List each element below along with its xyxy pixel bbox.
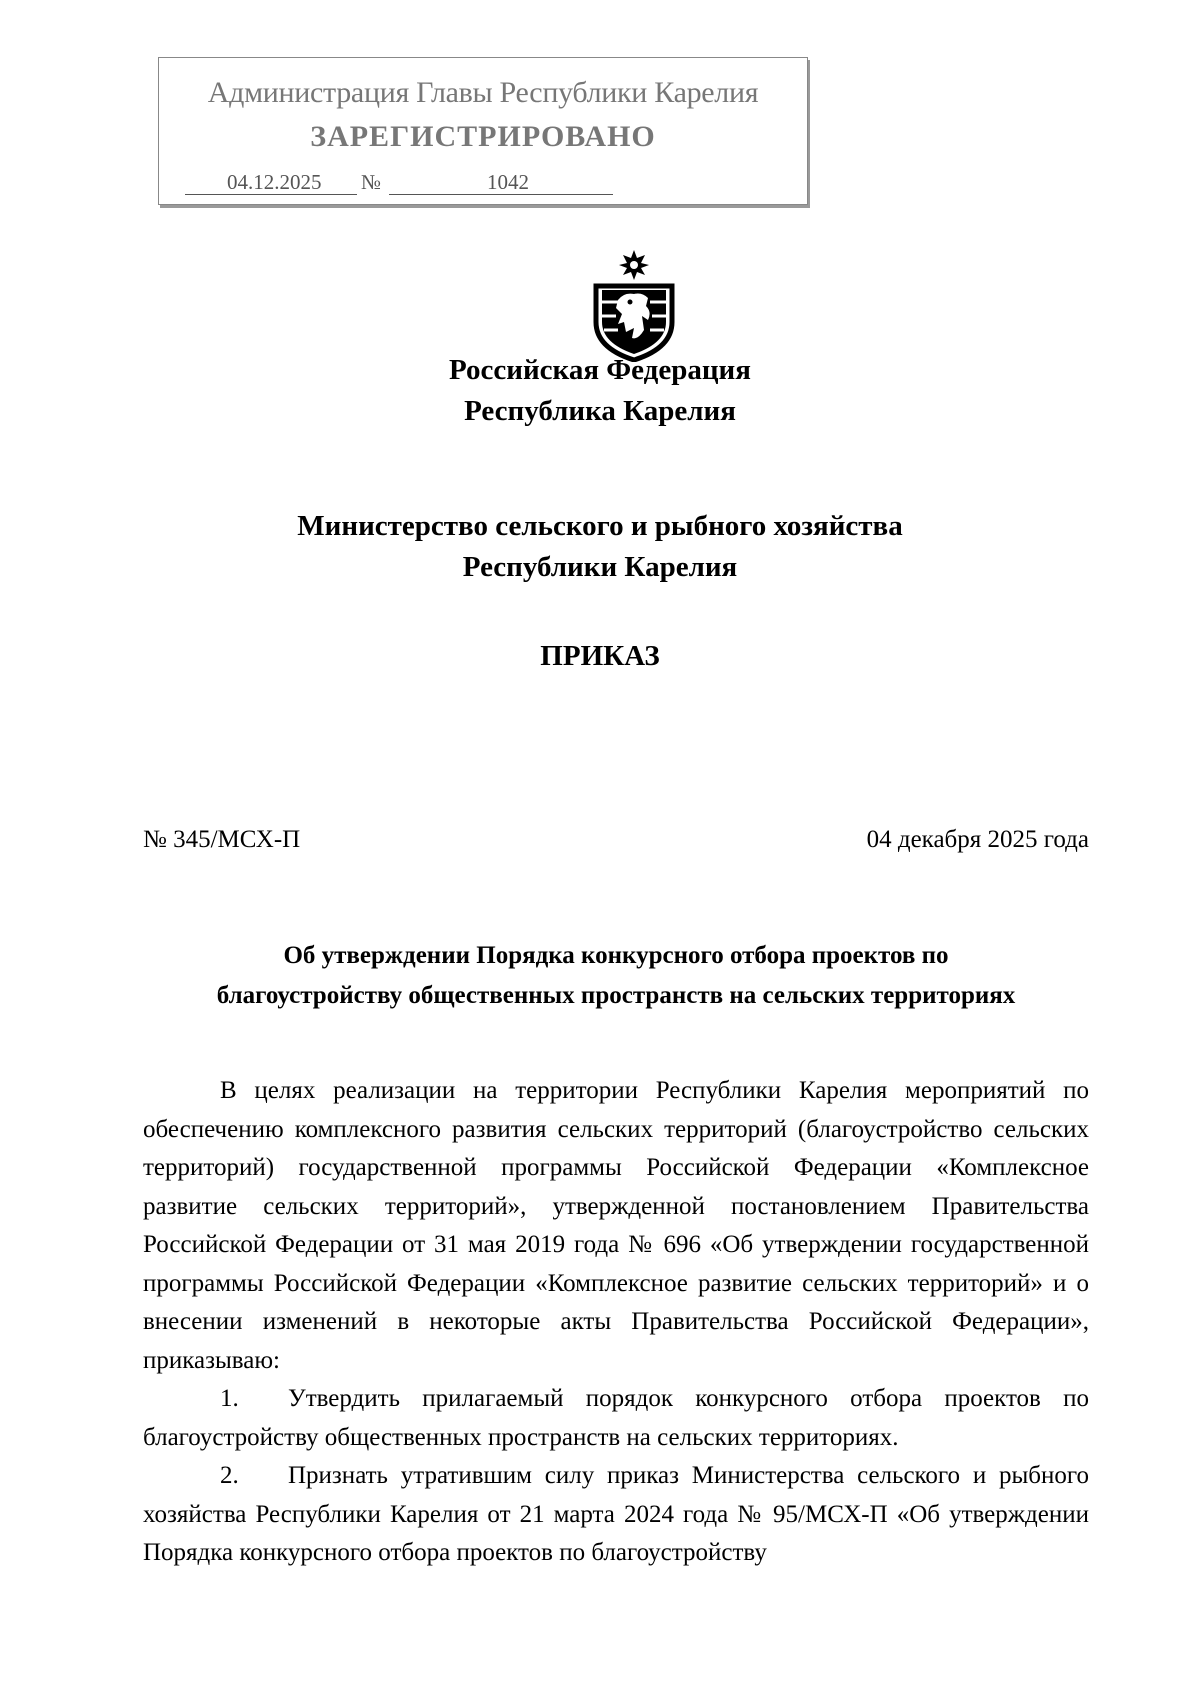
list-item <box>143 1457 1089 1573</box>
stamp-organization: Администрация Главы Республики Карелия <box>207 76 759 109</box>
country-title: Российская Федерация <box>449 354 751 386</box>
item-number: 2. <box>220 1462 239 1489</box>
order-date: 04 декабря 2025 года <box>866 826 1089 853</box>
ministry-title-line2: Республики Карелия <box>462 551 738 583</box>
order-subject <box>143 936 1089 1016</box>
ministry-title-line1: Министерство сельского и рыбного хозяйства <box>297 510 903 542</box>
list-item <box>143 1380 1089 1457</box>
subject-line2: благоустройству общественных пространств на сельских территориях <box>216 982 1016 1009</box>
registration-stamp <box>158 57 808 205</box>
order-number: № 345/МСХ-П <box>143 826 301 853</box>
order-body <box>143 1072 1089 1573</box>
item-text: Признать утратившим силу приказ Министерства сельского и рыбного хозяйства Республики Карелия от 21 марта 2024 года № 95/МСХ-П «Об утверждении Порядка конкурсного отбора проектов по благоустройству <box>143 1462 1089 1566</box>
item-text: Утвердить прилагаемый порядок конкурсного отбора проектов по благоустройству общественных пространств на сельских территориях. <box>143 1385 1089 1451</box>
stamp-status: ЗАРЕГИСТРИРОВАНО <box>310 120 656 153</box>
intro-paragraph: В целях реализации на территории Республики Карелия мероприятий по обеспечению комплексного развития сельских территорий (благоустройство сельских территорий) государственной программы Российской Федерации «Комплексное развитие сельских территорий», утвержденной постановлением Правительства Российской Федерации от 31 мая 2019 года № 696 «Об утверждении государственной программы Российской Федерации «Комплексное развитие сельских территорий» и о внесении изменений в некоторые акты Правительства Российской Федерации», приказываю: <box>143 1077 1089 1374</box>
republic-title: Республика Карелия <box>464 395 736 427</box>
karelia-coat-of-arms-icon <box>584 250 684 362</box>
stamp-date: 04.12.2025 <box>227 170 322 194</box>
item-number: 1. <box>220 1385 239 1412</box>
stamp-number: 1042 <box>487 170 529 194</box>
document-type: ПРИКАЗ <box>540 640 660 672</box>
subject-line1: Об утверждении Порядка конкурсного отбора проектов по <box>283 942 949 969</box>
stamp-number-label: № <box>361 170 382 194</box>
